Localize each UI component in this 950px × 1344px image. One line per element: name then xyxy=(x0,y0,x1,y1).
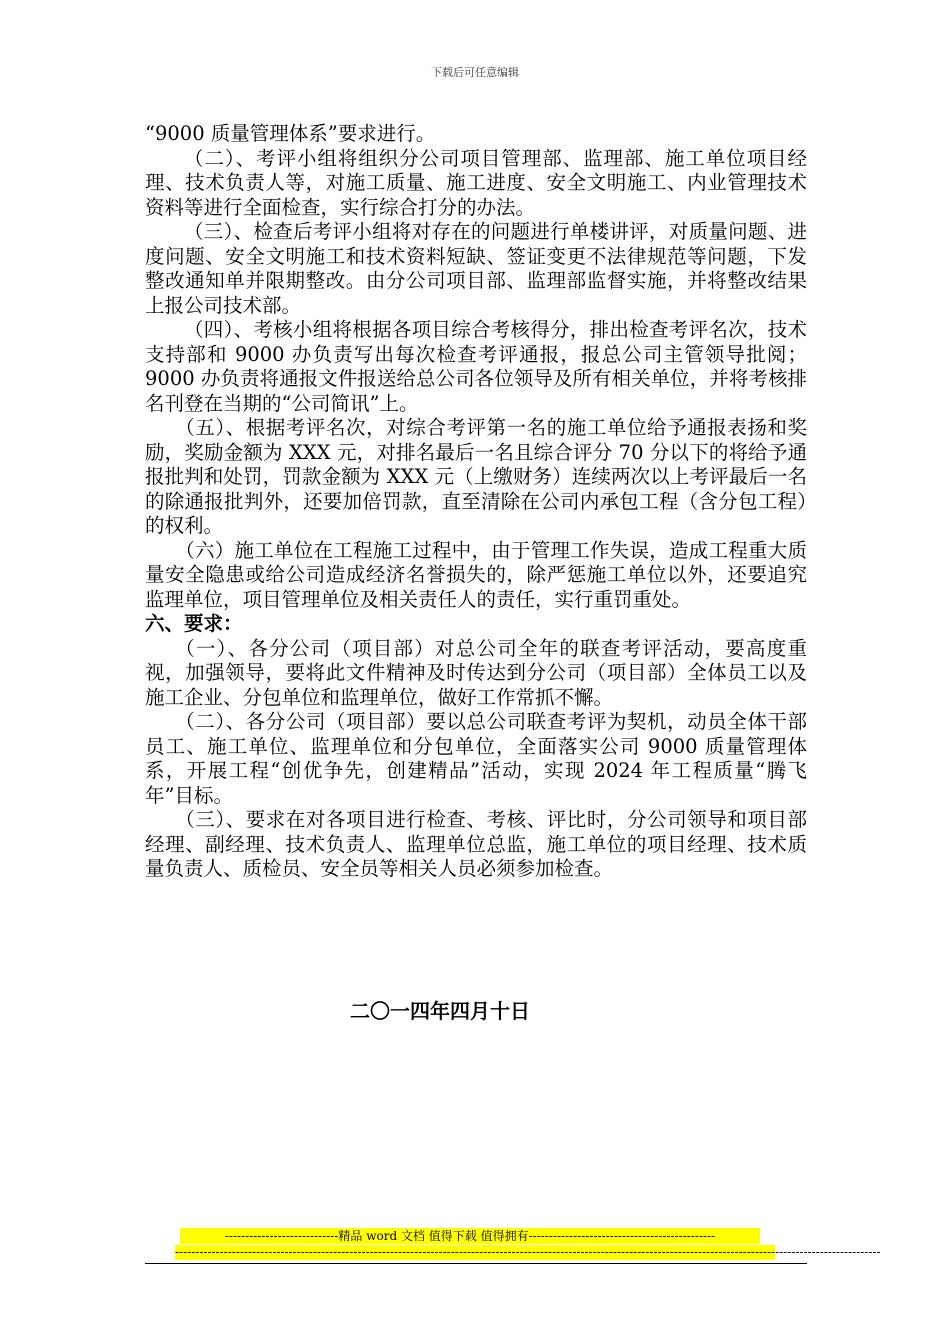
paragraph-item-2: （二）、考评小组将组织分公司项目管理部、监理部、施工单位项目经理、技术负责人等，对施工质量、施工进度、安全文明施工、内业管理技术资料等进行全面检查，实行综合打分的办法。 xyxy=(145,146,807,219)
page-header-note: 下载后可任意编辑 xyxy=(431,66,519,79)
footer-banner-line2: ------------------------------------------------------------------------------------------------------------------------------------------------------------------------------ xyxy=(175,1245,881,1259)
document-date: 二〇一四年四月十日 xyxy=(350,999,530,1023)
footer-banner-line1: ----------------------------精品 word 文档 值得下载 值得拥有---------------------------------------------- xyxy=(180,1228,760,1244)
requirement-item-2: （二）、各分公司（项目部）要以总公司联查考评为契机，动员全体干部员工、施工单位、监理单位和分包单位，全面落实公司 9000 质量管理体系，开展工程“创优争先，创建精品”活动，实现 2024 年工程质量“腾飞年”目标。 xyxy=(145,710,807,807)
paragraph-item-5: （五）、根据考评名次，对综合考评第一名的施工单位给予通报表扬和奖励，奖励金额为 XXX 元，对排名最后一名且综合评分 70 分以下的将给予通报批判和处罚，罚款金额为 XXX 元（上缴财务）连续两次以上考评最后一名的除通报批判外，还要加倍罚款，直至清除在公司内承包工程（含分包工程）的权利。 xyxy=(145,416,807,537)
requirement-item-1: （一）、各分公司（项目部）对总公司全年的联查考评活动，要高度重视，加强领导，要将此文件精神及时传达到分公司（项目部）全体员工以及施工企业、分包单位和监理单位，做好工作常抓不懈。 xyxy=(145,636,807,709)
paragraph-item-3: （三）、检查后考评小组将对存在的问题进行单楼讲评，对质量问题、进度问题、安全文明施工和技术资料短缺、签证变更不法律规范等问题，下发整改通知单并限期整改。由分公司项目部、监理部监督实施，并将整改结果上报公司技术部。 xyxy=(145,220,807,317)
document-body xyxy=(145,122,807,882)
paragraph-item-6: （六）施工单位在工程施工过程中，由于管理工作失误，造成工程重大质量安全隐患或给公司造成经济名誉损失的，除严惩施工单位以外，还要追究监理单位，项目管理单位及相关责任人的责任，实行重罚重处。 xyxy=(145,538,807,611)
paragraph-item-4: （四）、考核小组将根据各项目综合考核得分，排出检查考评名次，技术支持部和 9000 办负责写出每次检查考评通报，报总公司主管领导批阅；9000 办负责将通报文件报送给总公司各位领导及所有相关单位，并将考核排名刊登在当期的“公司简讯”上。 xyxy=(145,318,807,415)
section-heading: 六、要求： xyxy=(145,612,243,635)
requirement-item-3: （三）、要求在对各项目进行检查、考核、评比时，分公司领导和项目部经理、副经理、技术负责人、监理单位总监，施工单位的项目经理、技术质量负责人、质检员、安全员等相关人员必须参加检查。 xyxy=(145,808,807,880)
paragraph-continuation: “9000 质量管理体系”要求进行。 xyxy=(145,122,436,145)
footer-divider xyxy=(145,1263,807,1264)
